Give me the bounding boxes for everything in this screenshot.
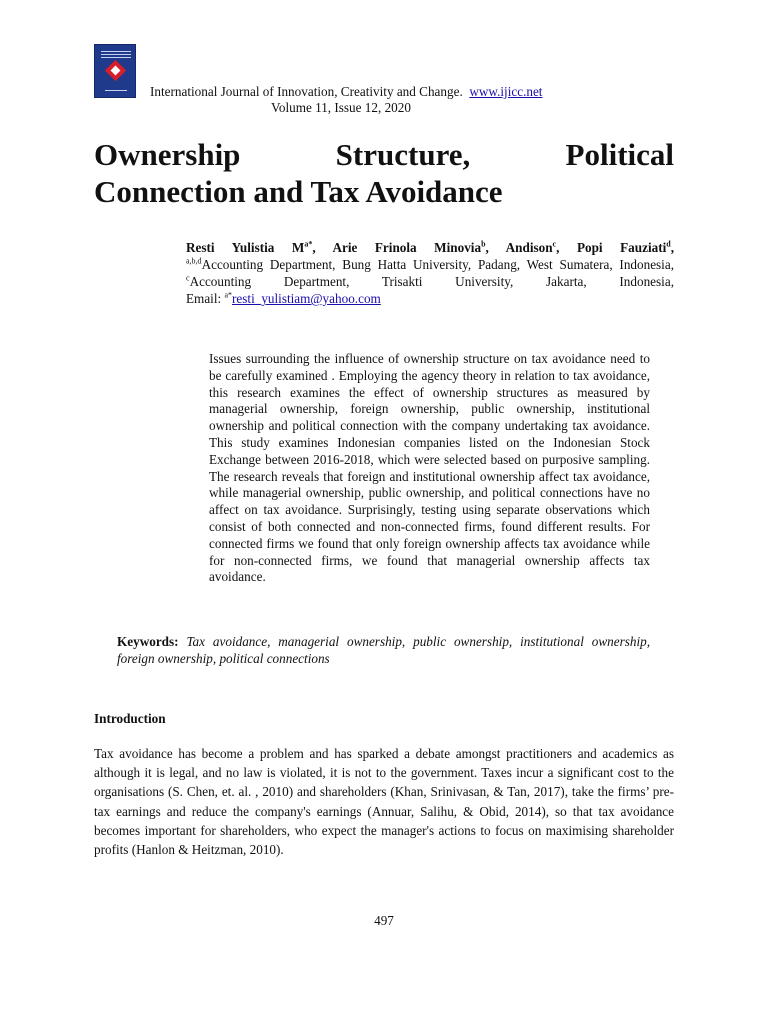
author-superscript: b [481,239,486,249]
section-heading-introduction: Introduction [94,711,166,726]
page-number: 497 [374,913,394,928]
affiliations [186,256,674,290]
keywords [117,633,650,667]
affiliation-superscript: c [186,273,190,283]
affiliation-superscript: a,b,d [186,256,202,266]
author-name: Popi Fauziati [576,240,667,255]
author-block [186,239,674,307]
author-email-link[interactable]: resti_yulistiam@yahoo.com [232,291,381,306]
paper-title-line-1: Ownership Structure, Political [94,137,674,172]
keywords-label: Keywords: [117,634,179,649]
author-superscript: a* [304,239,313,249]
journal-url-link[interactable]: www.ijicc.net [469,84,543,99]
author-names: Resti Yulistia $M^{a*}$, Arie Frinola Minovia$^b$, Andison$^c$, Popi Fauziati$^d$, [186,239,675,255]
author-name: Arie Frinola Minovia [332,240,482,255]
author-superscript: d [666,239,671,249]
paper-title-line-2: Connection and Tax Avoidance [94,174,503,209]
author-name: Resti Yulistia M [186,240,305,255]
journal-logo [94,44,136,98]
affiliation-text: Accounting Department, Bung Hatta University, Padang, West Sumatera, Indonesia, [201,257,674,272]
author-name: Andison [505,240,553,255]
journal-name: International Journal of Innovation, Creativity and Change. [150,84,463,99]
logo-diamond-icon [105,60,126,81]
author-email-line [186,290,674,307]
introduction-paragraph: Tax avoidance has become a problem and has sparked a debate amongst practitioners and academics as although it is legal, and no law is violated, it is not to the government. Taxes incur a significant cost to the organisations (S. Chen, et. al. , 2010) and shareholders (Khan, Srinivasan, & Tan, 2017), take the firms’ pre-tax earnings and reduce the company's earnings (Annuar, Salihu, & Obid, 2014), so that tax avoidance becomes important for shareholders, who expect the manager's actions to focus on maximising shareholder profits (Hanlon & Heitzman, 2010). [94,746,674,858]
author-superscript: c [552,239,557,249]
email-superscript: a* [224,290,233,300]
volume-issue: Volume 11, Issue 12, 2020 [271,100,411,115]
logo-footer-line [105,90,127,91]
email-label: Email: [186,291,222,306]
logo-text-lines [101,51,131,60]
keywords-list: Tax avoidance, managerial ownership, public ownership, institutional ownership, foreign ownership, political connections [117,634,650,666]
paper-title [94,136,674,210]
journal-header [150,84,620,100]
abstract-text: Issues surrounding the influence of ownership structure on tax avoidance need to be carefully examined . Employing the agency theory in relation to tax avoidance, this research examines the effect of ownership structures as measured by managerial ownership, foreign ownership, public ownership, institutional ownership and political connection with the company undertaking tax avoidance. This study examines Indonesian companies listed on the Indonesian Stock Exchange between 2016-2018, which were selected based on purposive sampling. The research reveals that foreign and institutional ownership affect tax avoidance, while managerial ownership, public ownership, and political connections have no affect on tax avoidance. Surprisingly, testing using separate observations which consist of both connected and non-connected firms, found different results. For connected firms we found that only foreign ownership affects tax avoidance while for non-connected firms, we found that managerial ownership affects tax avoidance. [209,351,650,585]
affiliation-text: Accounting Department, Trisakti University, Jakarta, Indonesia, [189,274,674,289]
